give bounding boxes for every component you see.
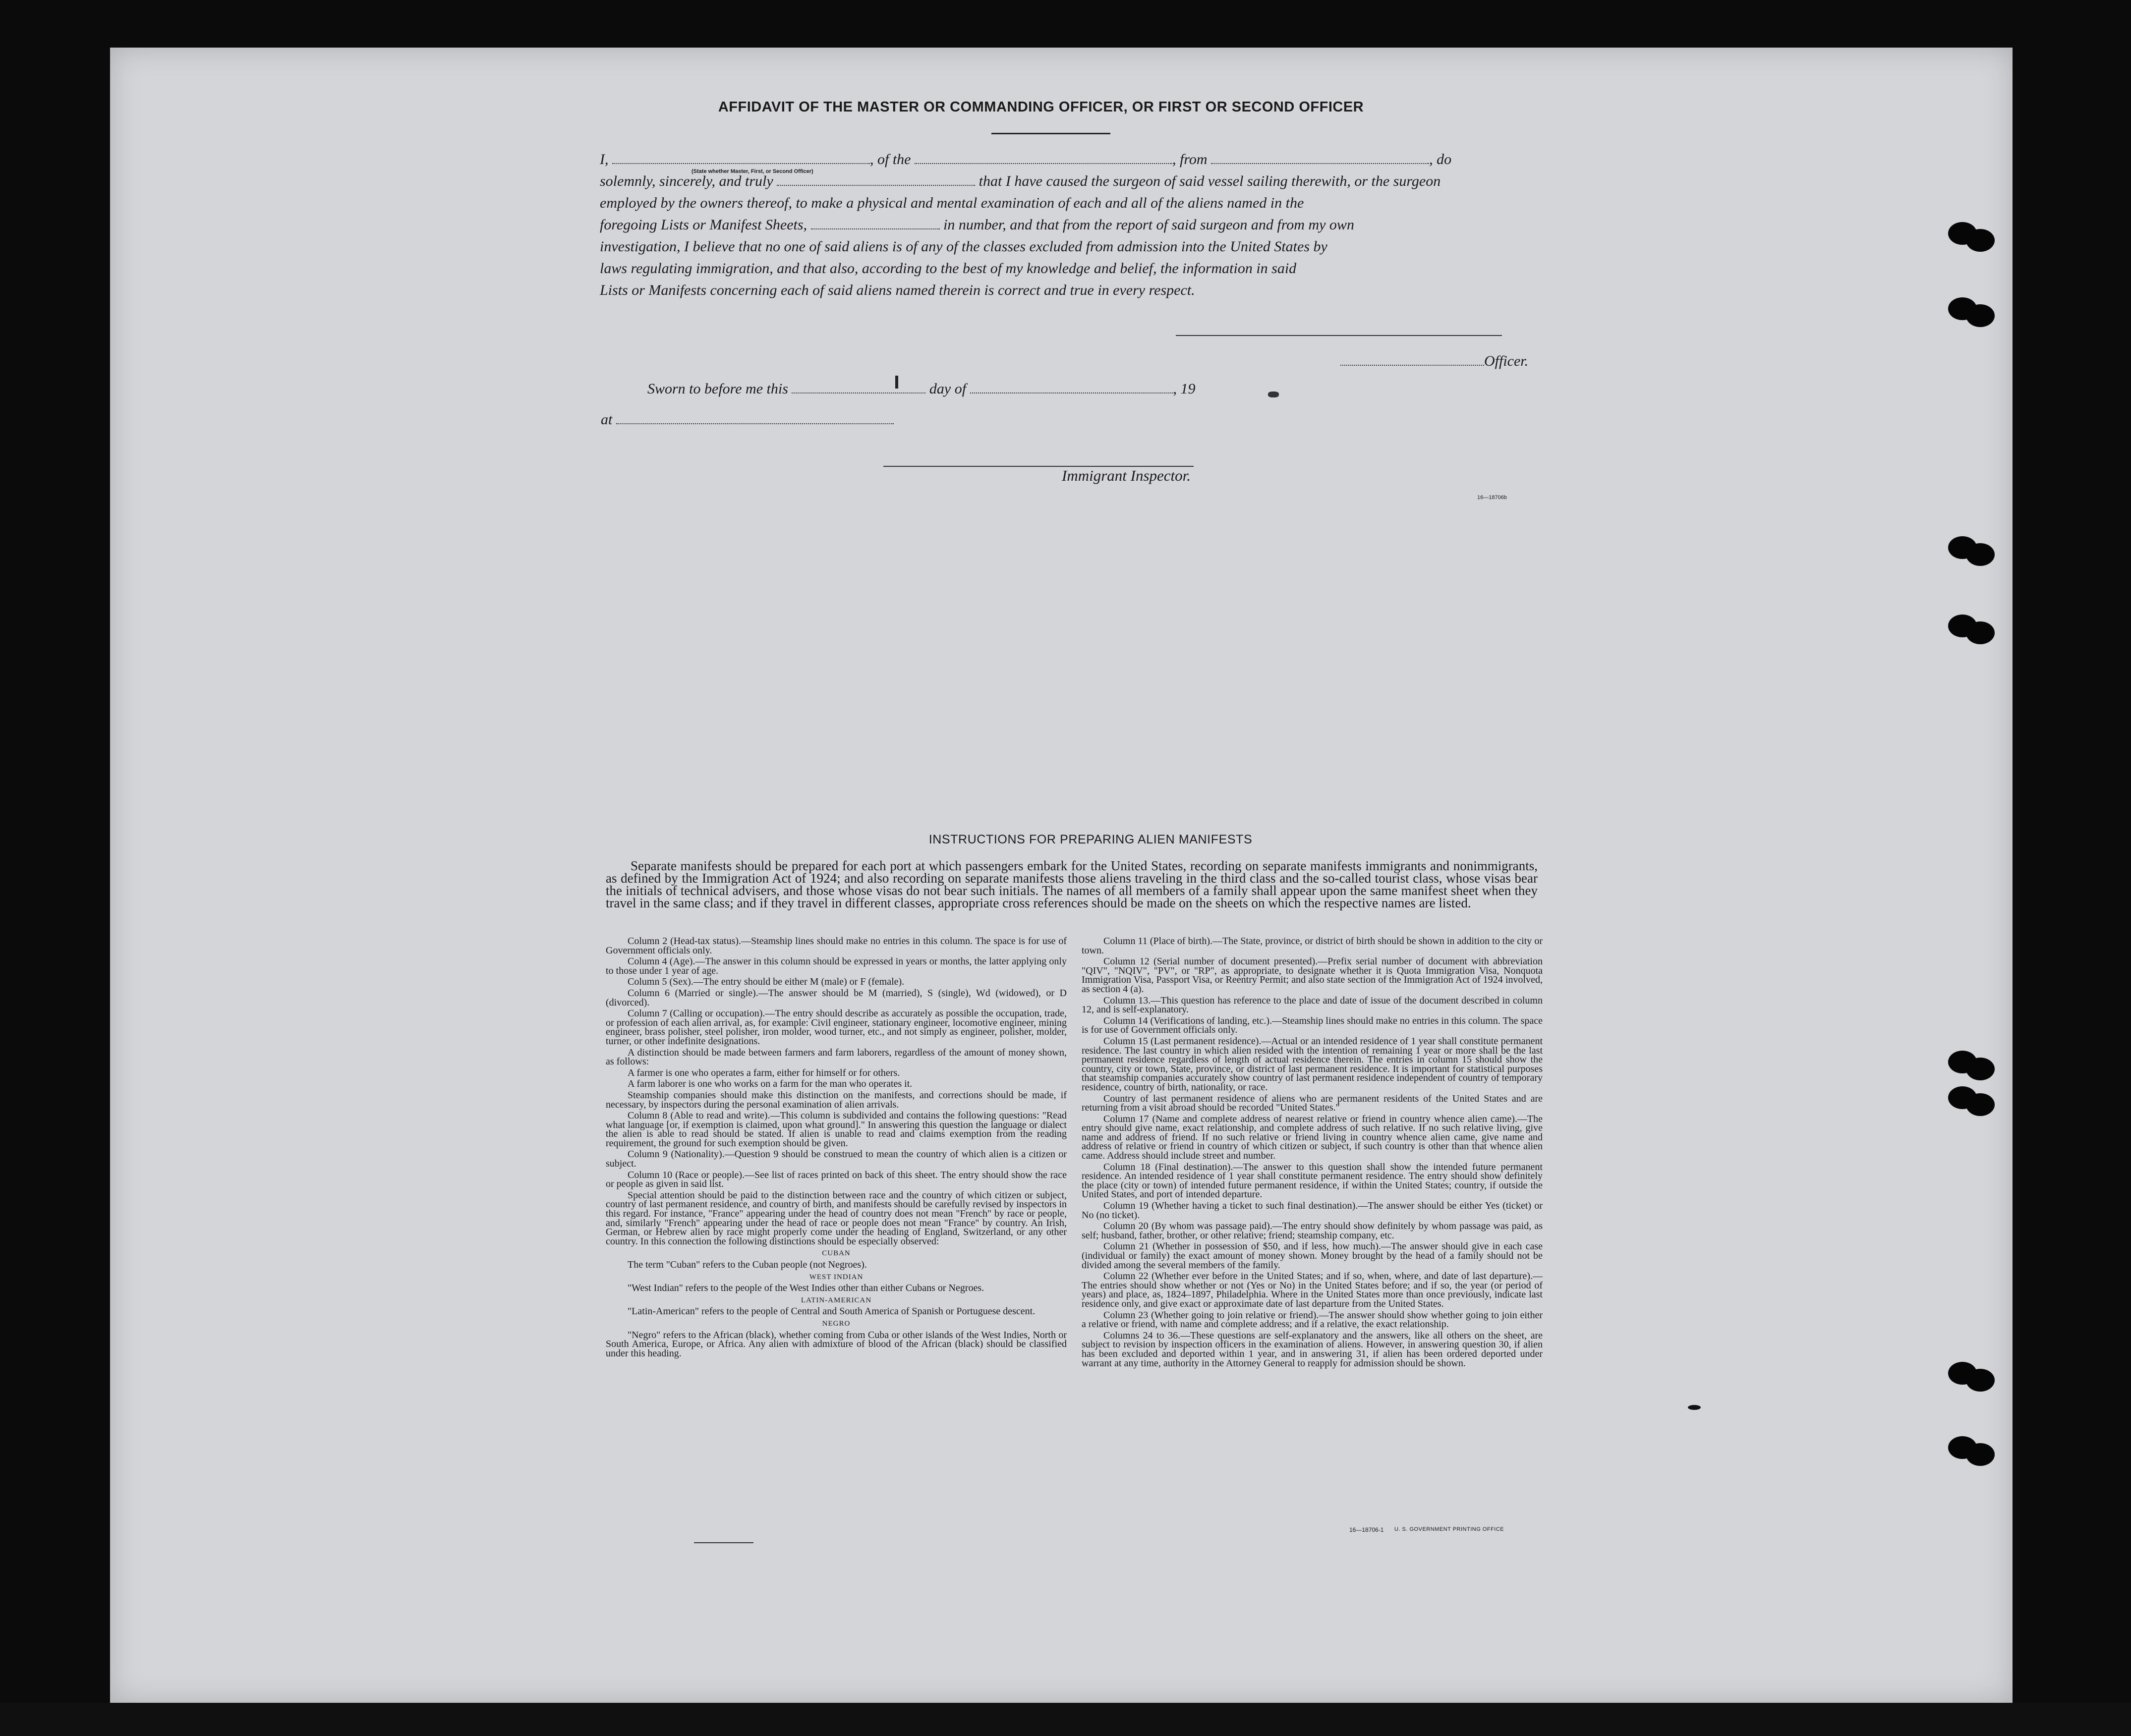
sworn-place-line — [601, 410, 894, 428]
punch-holes — [1948, 1051, 1993, 1080]
affidavit-line-7: Lists or Manifests concerning each of said aliens named therein is correct and true in every respect. — [600, 282, 1195, 298]
affidavit-text: foregoing Lists or Manifest Sheets, — [600, 217, 807, 233]
affidavit-line-4 — [600, 214, 1537, 236]
instruction-paragraph: Column 18 (Final destination).—The answer to this question shall show the intended future permanent residence. An intended residence of 1 year shall constitute permanent residence. The entry should show definitely the place (city or town) of intended future permanent residence, if within the United States; country, if outside the United States, and port of intended departure. — [1082, 1161, 1543, 1200]
form-code: 16—18706b — [1477, 495, 1507, 501]
affidavit-text: , 19 — [1173, 381, 1196, 397]
ink-mark — [1268, 392, 1279, 397]
instruction-paragraph: "Latin-American" refers to the people of Central and South America of Spanish or Portuguese descent. — [628, 1306, 1036, 1317]
scan-border-bottom — [0, 1703, 2131, 1736]
blank-instruction-note: (State whether Master, First, or Second Officer) — [691, 168, 813, 174]
instruction-paragraph: Column 6 (Married or single).—The answer should be M (married), S (single), Wd (widowed), or D (divorced). — [606, 987, 1067, 1008]
section-heading: CUBAN — [822, 1249, 851, 1258]
punch-holes — [1948, 222, 1993, 252]
affidavit-text: solemnly, sincerely, and truly — [600, 173, 773, 189]
intro-paragraph: Separate manifests should be prepared for each port at which passengers embark for the United States, recording on separate manifests immigrants and nonimmigrants, as defined by the Immigration Act of 1924; and also recording on separate manifests those aliens traveling in the third class and the so-called tourist class, whose visas bear the initials of technical advisers, and those whose visas do not bear such initials. The names of all members of a family shall appear upon the same manifest sheet when they travel in the same class; and if they travel in different classes, appropriate cross references should be made on the sheets on which the respective names are listed. — [606, 858, 1538, 910]
sworn-line — [647, 380, 1196, 397]
affidavit-text: day of — [929, 381, 967, 397]
instruction-paragraph: The term "Cuban" refers to the Cuban people (not Negroes). — [628, 1259, 867, 1270]
sheet-count-blank — [811, 216, 940, 229]
officer-blank — [1340, 352, 1484, 366]
instruction-paragraph: Column 17 (Name and complete address of nearest relative or friend in country whence alien came).—The entry should give name, exact relationship, and complete address of such relative. If no such relative living, give name and address of friend. If no such relative or friend living in country whence alien came, give name and address of relative or friend in country of which citizen or subject, if such country is other than that whence alien came. Address should include street and number. — [1082, 1113, 1543, 1162]
at-label: at — [601, 411, 613, 428]
title-rule — [991, 133, 1110, 134]
section-heading: LATIN-AMERICAN — [801, 1296, 872, 1304]
officer-signature-field — [1340, 352, 1528, 370]
affidavit-text: in number, and that from the report of said surgeon and from my own — [943, 217, 1354, 233]
affidavit-line-6: laws regulating immigration, and that also, according to the best of my knowledge and belief, the information in said — [600, 260, 1297, 277]
instructions-title: INSTRUCTIONS FOR PREPARING ALIEN MANIFESTS — [928, 833, 1253, 846]
instruction-paragraph: Column 5 (Sex).—The entry should be either M (male) or F (female). — [628, 976, 905, 988]
ink-mark — [895, 376, 898, 389]
instruction-paragraph: Country of last permanent residence of aliens who are permanent residents of the United States and are returning from a visit abroad should be recorded "United States." — [1082, 1093, 1543, 1114]
printer-imprint: U. S. GOVERNMENT PRINTING OFFICE — [1394, 1526, 1504, 1532]
instruction-paragraph: Column 9 (Nationality).—Question 9 should be construed to mean the country of which alien is a citizen or subject. — [606, 1149, 1067, 1170]
instruction-paragraph: Column 21 (Whether in possession of $50, and if less, how much).—The answer should give in each case (individual or family) the exact amount of money shown. Money brought by the head of a family should not be divided among the several members of the family. — [1082, 1241, 1543, 1271]
vessel-name-blank — [915, 150, 1172, 164]
instruction-paragraph: Column 15 (Last permanent residence).—Actual or an intended residence of 1 year shall constitute permanent residence. The last country in which alien resided with the intention of remaining 1 year or more shall be the last permanent residence regardless of length of actual residence therein. The entries in column 15 should show the country, city or town, State, province, or district of last permanent residence. It is important for statistical purposes that steamship companies accurately show country of last permanent residence independent of country of temporary residence, country of birth, nationality, or race. — [1082, 1035, 1543, 1093]
instructions-intro — [606, 860, 1538, 909]
affidavit-text: that I have caused the surgeon of said vessel sailing therewith, or the surgeon — [979, 173, 1441, 189]
affidavit-line-1 — [600, 149, 1537, 170]
instruction-paragraph: "Negro" refers to the African (black), whether coming from Cuba or other islands of the West Indies, North or South America, Europe, or Africa. Any alien with admixture of blood of the African (black) should be classified under this heading. — [606, 1329, 1067, 1359]
instruction-paragraph: Column 2 (Head-tax status).—Steamship lines should make no entries in this column. The space is for use of Government officials only. — [606, 936, 1067, 956]
section-heading: NEGRO — [822, 1319, 851, 1328]
officer-rank-blank — [777, 172, 975, 186]
instruction-paragraph: "West Indian" refers to the people of the West Indies other than either Cubans or Negroes. — [628, 1283, 984, 1294]
instruction-paragraph: Column 11 (Place of birth).—The State, province, or district of birth should be shown in addition to the city or town. — [1082, 936, 1543, 956]
instruction-paragraph: Steamship companies should make this distinction on the manifests, and corrections should be made, if necessary, by inspectors during the personal examination of alien arrivals. — [606, 1089, 1067, 1110]
instruction-paragraph: Column 7 (Calling or occupation).—The entry should describe as accurately as possible the occupation, trade, or profession of each alien arrival, as, for example: Civil engineer, stationary engineer, locomotive engineer, mining engineer, brass polisher, steel polisher, iron molder, wood turner, etc., and not simply as engineer, polisher, molder, turner, or other indefinite designations. — [606, 1008, 1067, 1047]
instruction-paragraph: Column 4 (Age).—The answer in this column should be expressed in years or months, the latter applying only to those under 1 year of age. — [606, 956, 1067, 976]
footer-form-code: 16—18706-1 — [1349, 1526, 1384, 1533]
instruction-paragraph: Column 13.—This question has reference to the place and date of issue of the document described in column 12, and is self-explanatory. — [1082, 995, 1543, 1015]
affidavit-text: , of the — [870, 151, 911, 168]
punch-holes — [1948, 536, 1993, 566]
section-heading: WEST INDIAN — [809, 1273, 864, 1281]
officer-title-blank — [612, 150, 870, 164]
instruction-paragraph: Column 22 (Whether ever before in the United States; and if so, when, where, and date of last departure).—The entries should show whether or not (Yes or No) in the United States before; and if so, the year (or period of years) and place, as, 1824–1897, Philadelphia. Where in the United States more than once previously, indicate last residence only, and give exact or approximate date of last departure from the United States. — [1082, 1271, 1543, 1309]
instruction-paragraph: Column 23 (Whether going to join relative or friend).—The answer should show whether going to join either a relative or friend, with name and complete address; and if a relative, the exact relationship. — [1082, 1309, 1543, 1330]
punch-holes — [1948, 615, 1993, 644]
end-rule — [694, 1542, 753, 1543]
signature-line — [1176, 335, 1502, 336]
sworn-day-blank — [792, 380, 925, 393]
punch-holes — [1948, 297, 1993, 327]
instruction-paragraph: A farmer is one who operates a farm, either for himself or for others. — [628, 1067, 900, 1078]
inspector-label: Immigrant Inspector. — [1062, 467, 1191, 484]
punch-holes — [1948, 1362, 1993, 1392]
ink-mark — [1688, 1405, 1701, 1410]
affidavit-text: , from — [1172, 151, 1208, 168]
port-blank — [1211, 150, 1429, 164]
affidavit-text: Sworn to before me this — [647, 381, 788, 397]
instruction-paragraph: Column 10 (Race or people).—See list of races printed on back of this sheet. The entry should show the race or people as given in said list. — [606, 1169, 1067, 1190]
instruction-paragraph: Special attention should be paid to the distinction between race and the country of which citizen or subject, country of last permanent residence, and country of birth, and manifests should be carefully revised by inspectors in this regard. For instance, "France" appearing under the head of country does not mean "French" by race or people, and, similarly "French" appearing under the head of race or people does not mean "France" by country. An Irish, German, or Hebrew alien by race might properly come under the heading of England, Switzerland, or any other country. In this connection the following distinctions should be especially observed: — [606, 1189, 1067, 1247]
instruction-paragraph: A farm laborer is one who works on a farm for the man who operates it. — [628, 1078, 913, 1090]
place-blank — [616, 410, 894, 424]
instructions-right-column — [1082, 937, 1543, 1370]
punch-holes — [1948, 1086, 1993, 1116]
instruction-paragraph: Column 19 (Whether having a ticket to such final destination).—The answer should be either Yes (ticket) or No (no ticket). — [1082, 1200, 1543, 1221]
instruction-paragraph: Column 20 (By whom was passage paid).—The entry should show definitely by whom passage was paid, as self; husband, father, brother, or other relative; friend; steamship company, etc. — [1082, 1221, 1543, 1241]
officer-label: Officer. — [1484, 353, 1529, 369]
affidavit-title: AFFIDAVIT OF THE MASTER OR COMMANDING OFFICER, OR FIRST OR SECOND OFFICER — [718, 99, 1364, 115]
affidavit-line-2 — [600, 170, 1537, 192]
instruction-paragraph: Column 14 (Verifications of landing, etc.).—Steamship lines should make no entries in this column. The space is for use of Government officials only. — [1082, 1015, 1543, 1036]
instruction-paragraph: A distinction should be made between farmers and farm laborers, regardless of the amount of money shown, as follows: — [606, 1047, 1067, 1067]
instruction-paragraph: Columns 24 to 36.—These questions are self-explanatory and the answers, like all others on the sheet, are subject to revision by inspection officers in the examination of aliens. However, in answering question 30, if alien has been excluded and deported within 1 year, and in answering 31, if alien has been ordered deported under warrant at any time, authority in the Attorney General to reapply for admission should be shown. — [1082, 1330, 1543, 1369]
affidavit-text: I, — [600, 151, 609, 168]
instruction-paragraph: Column 12 (Serial number of document presented).—Prefix serial number of document with abbreviation "QIV", "NQIV", "PV", or "RP", as appropriate, to designate whether it is Quota Immigration Visa, Nonquota Immigration Visa, Passport Visa, or Reentry Permit; and also state section of the Immigration Act of 1924 involved, as section 4 (a). — [1082, 956, 1543, 995]
punch-holes — [1948, 1436, 1993, 1466]
instruction-paragraph: Column 8 (Able to read and write).—This column is subdivided and contains the following questions: "Read what language [or, if exemption is claimed, upon what ground]." In answering this question the language or dialect the alien is able to read should be stated. If alien is unable to read and claims exemption from the reading requirement, the ground for such exemption should be given. — [606, 1110, 1067, 1149]
affidavit-line-5: investigation, I believe that no one of said aliens is of any of the classes excluded from admission into the United States by — [600, 238, 1327, 255]
instructions-left-column — [606, 937, 1067, 1360]
affidavit-text: , do — [1429, 151, 1452, 168]
affidavit-line-3: employed by the owners thereof, to make a physical and mental examination of each and all of the aliens named in the — [600, 195, 1304, 211]
sworn-month-blank — [970, 380, 1173, 393]
